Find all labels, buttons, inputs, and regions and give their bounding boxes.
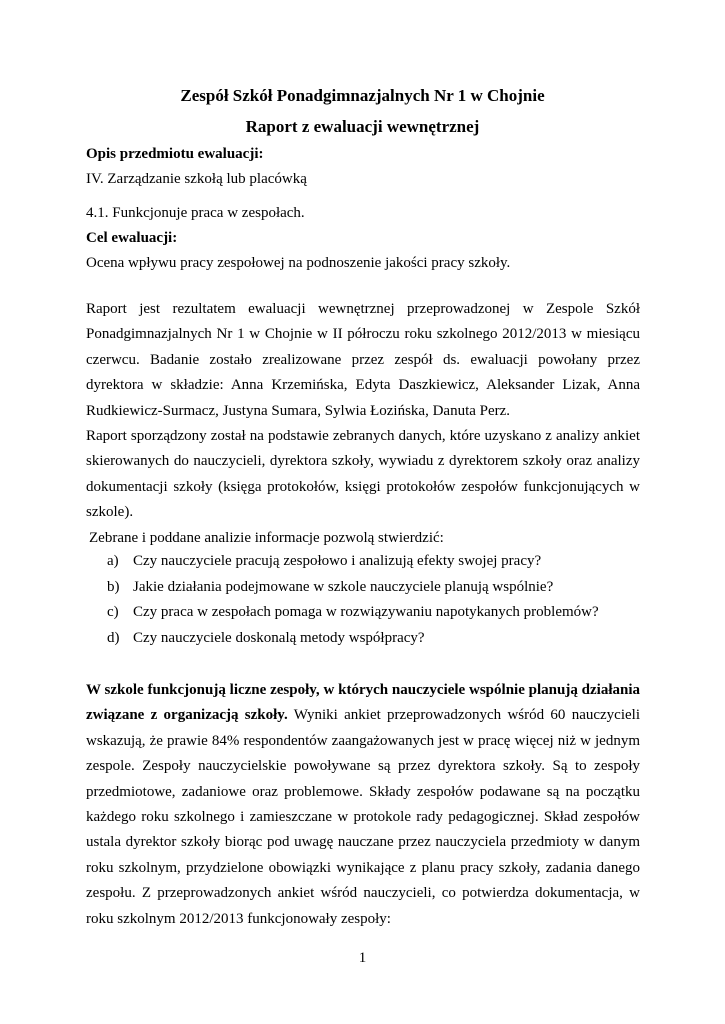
subject-heading: Opis przedmiotu ewaluacji: xyxy=(86,146,264,162)
document-title: Zespół Szkół Ponadgimnazjalnych Nr 1 w Chojnie xyxy=(180,86,545,105)
question-text: Jakie działania podejmowane w szkole nauczyciele planują wspólnie? xyxy=(133,578,554,595)
goal-heading: Cel ewaluacji: xyxy=(86,230,178,246)
question-text: Czy nauczyciele pracują zespołowo i analizują efekty swojej pracy? xyxy=(133,553,542,569)
questions-list xyxy=(107,549,599,651)
question-text: Czy praca w zespołach pomaga w rozwiązywaniu napotykanych problemów? xyxy=(133,604,599,621)
evaluation-area: IV. Zarządzanie szkołą lub placówką xyxy=(86,171,307,187)
intro-paragraph-1: Raport jest rezultatem ewaluacji wewnętrznej przeprowadzonej w Zespole Szkół Ponadgimnazjalnych Nr 1 w Chojnie w II półroczu roku szkolnego 2012/2013 w miesiącu czerwcu. Badanie zostało zrealizowane przez zespół ds. ewaluacji powołany przez dyrektora w składzie: Anna Krzemińska, Edyta Daszkiewicz, Aleksander Lizak, Anna Rudkiewicz-Surmacz, Justyna Sumara, Sylwia Łozińska, Danuta Perz. xyxy=(86,301,640,419)
list-marker: a) xyxy=(107,553,119,569)
findings-paragraph xyxy=(86,678,640,932)
list-item xyxy=(107,626,599,652)
list-item xyxy=(107,600,599,626)
questions-lead: Zebrane i poddane analizie informacje pozwolą stwierdzić: xyxy=(89,530,444,546)
findings-text: Wyniki ankiet przeprowadzonych wśród 60 nauczycieli wskazują, że prawie 84% respondentów zaangażowanych jest w pracę więcej niż w jednym zespole. Zespoły nauczycielskie powoływane są przez dyrektora szkoły. Są to zespoły przedmiotowe, zadaniowe oraz problemowe. Składy zespołów podawane są na początku każdego roku szkolnego i zamieszczane w protokole rady pedagogicznej. Skład zespołów ustala dyrektor szkoły biorąc pod uwagę nauczane przez nauczyciela przedmioty w danym roku szkolnym, przydzielone obowiązki wynikające z planu pracy szkoły, zadania danego zespołu. Z przeprowadzonych ankiet wśród nauczycieli, co potwierdza dokumentacja, w roku szkolnym 2012/2013 funkcjonowały zespoły: xyxy=(86,707,640,927)
list-item xyxy=(107,575,599,601)
list-item xyxy=(107,549,599,575)
goal-text: Ocena wpływu pracy zespołowej na podnoszenie jakości pracy szkoły. xyxy=(86,255,511,271)
list-marker: d) xyxy=(107,629,120,646)
question-text: Czy nauczyciele doskonalą metody współpracy? xyxy=(133,629,425,646)
findings-bold-lead: W szkole funkcjonują liczne zespoły, w których nauczyciele wspólnie planują działania związane z organizacją szkoły. xyxy=(86,682,640,724)
report-subtitle: Raport z ewaluacji wewnętrznej xyxy=(245,117,480,136)
evaluation-requirement: 4.1. Funkcjonuje praca w zespołach. xyxy=(86,205,305,221)
list-marker: b) xyxy=(107,578,120,595)
list-marker: c) xyxy=(107,604,119,621)
page-number: 1 xyxy=(358,950,367,966)
intro-paragraph-2: Raport sporządzony został na podstawie zebranych danych, które uzyskano z analizy ankiet skierowanych do nauczycieli, dyrektora szkoły, wywiadu z dyrektorem szkoły oraz analizy dokumentacji szkoły (księga protokołów, księgi protokołów zespołów funkcjonujących w szkole). xyxy=(86,428,640,521)
